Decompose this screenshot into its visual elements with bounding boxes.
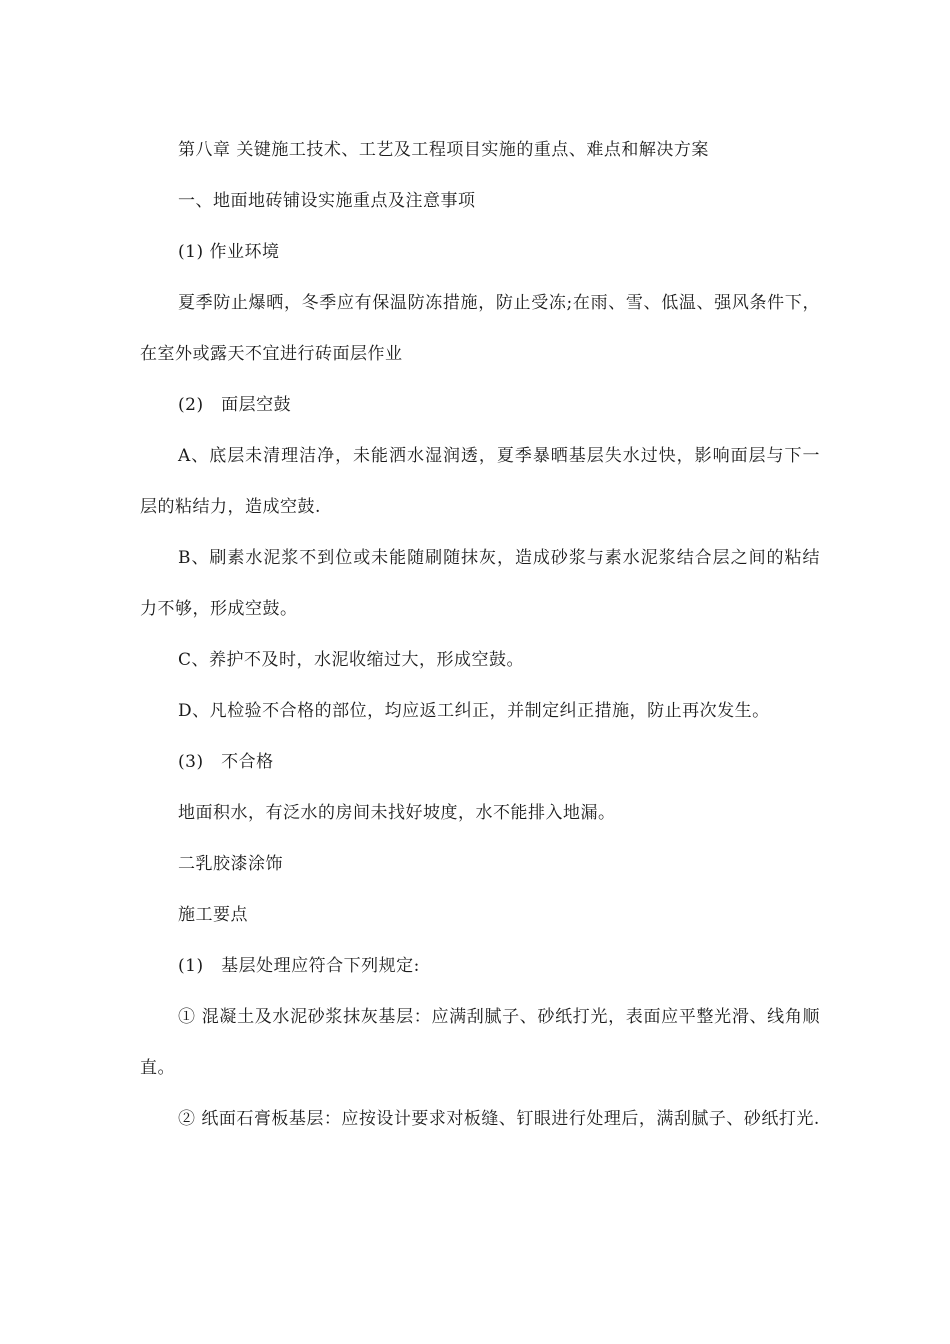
subheading-base-treatment: (1) 基层处理应符合下列规定:: [178, 956, 420, 976]
paragraph-item-b: B、刷素水泥浆不到位或未能随刷随抹灰，造成砂浆与素水泥浆结合层之间的粘结力不够，形成空鼓。: [140, 548, 820, 619]
paragraph-gypsum-base: ② 纸面石膏板基层：应按设计要求对板缝、钉眼进行处理后，满刮腻子、砂纸打光.: [178, 1109, 820, 1129]
paragraph-item-d: D、凡检验不合格的部位，均应返工纠正，并制定纠正措施，防止再次发生。: [178, 701, 770, 721]
paragraph-item-a: A、底层未清理洁净，未能洒水湿润透，夏季暴晒基层失水过快，影响面层与下一层的粘结力，造成空鼓.: [140, 446, 820, 517]
subheading-construction-points: 施工要点: [178, 905, 248, 925]
section-heading-latex-paint: 二乳胶漆涂饰: [178, 854, 283, 874]
section-heading-floor-tiles: 一、地面地砖铺设实施重点及注意事项: [178, 191, 476, 211]
document-body: [140, 125, 820, 1145]
paragraph-item-c: C、养护不及时，水泥收缩过大，形成空鼓。: [178, 650, 525, 670]
paragraph-water-accumulation: 地面积水，有泛水的房间未找好坡度，水不能排入地漏。: [178, 803, 616, 823]
subheading-hollowing: (2) 面层空鼓: [178, 395, 292, 415]
subheading-work-environment: (1) 作业环境: [178, 242, 280, 262]
chapter-title: 第八章 关键施工技术、工艺及工程项目实施的重点、难点和解决方案: [178, 140, 709, 160]
subheading-nonconforming: (3) 不合格: [178, 752, 274, 772]
paragraph-concrete-base: ① 混凝土及水泥砂浆抹灰基层：应满刮腻子、砂纸打光，表面应平整光滑、线角顺直。: [140, 1007, 820, 1078]
paragraph-environment: 夏季防止爆晒，冬季应有保温防冻措施，防止受冻;在雨、雪、低温、强风条件下，在室外或露天不宜进行砖面层作业: [140, 293, 820, 364]
